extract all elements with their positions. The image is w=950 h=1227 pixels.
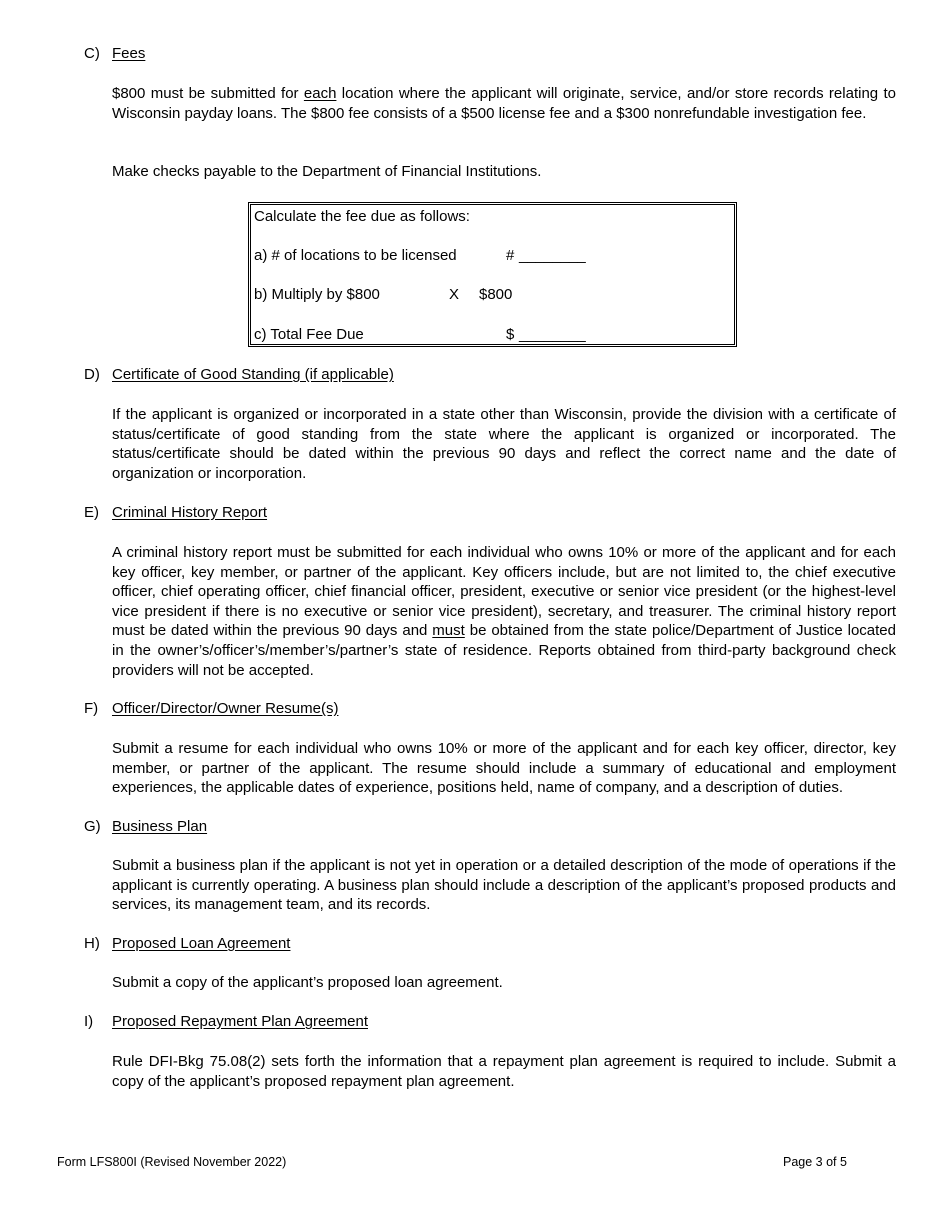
fee-row-b-symbol: X bbox=[449, 286, 460, 303]
fee-row-a-label: a) # of locations to be licensed bbox=[254, 247, 457, 264]
section-c-text-pre: $800 must be submitted for bbox=[112, 85, 304, 102]
section-h-letter: H) bbox=[84, 935, 100, 952]
section-e-text-post: be obtained from the state police/Department of Justice located in the owner’s/officer’s/member’s/partner’s state of residence. Reports obtained from third-party background check providers will not be accepted. bbox=[112, 622, 896, 679]
fee-row-c-symbol: $ bbox=[506, 326, 515, 343]
section-c-paragraph-2: Make checks payable to the Department of Financial Institutions. bbox=[112, 163, 542, 180]
section-e-letter: E) bbox=[84, 504, 99, 521]
section-g-paragraph: Submit a business plan if the applicant is not yet in operation or a detailed description of the mode of operations if the applicant is currently operating. A business plan should include a description of the applicant’s proposed products and services, its management team, and its records. bbox=[112, 857, 896, 914]
fee-row-a-blank[interactable]: ________ bbox=[519, 247, 586, 264]
section-i-title: Proposed Repayment Plan Agreement bbox=[112, 1013, 368, 1030]
section-i-heading bbox=[84, 1012, 368, 1032]
section-f-letter: F) bbox=[84, 700, 99, 717]
fee-calculation-box bbox=[248, 202, 737, 347]
section-d-heading bbox=[84, 365, 394, 385]
section-i-letter: I) bbox=[84, 1013, 94, 1030]
section-e-heading bbox=[84, 503, 267, 523]
section-h-heading bbox=[84, 934, 290, 954]
section-d-letter: D) bbox=[84, 366, 100, 383]
section-c-heading bbox=[84, 44, 145, 64]
section-g-heading bbox=[84, 817, 207, 837]
fee-row-b-value: $800 bbox=[479, 286, 513, 303]
fee-row-b-label: b) Multiply by $800 bbox=[254, 286, 380, 303]
section-f-heading bbox=[84, 699, 338, 719]
fee-row-a-symbol: # bbox=[506, 247, 515, 264]
section-e-text-pre: A criminal history report must be submitted for each individual who owns 10% or more of the applicant and for each key officer, key member, or partner of the applicant. Key officers include, but are not limited to, the chief executive officer, chief operating officer, chief financial officer, president, executive or senior vice president (or the highest-level vice president if there is no executive or senior vice president), secretary, and treasurer. The criminal history report must be dated within the previous 90 days and bbox=[112, 544, 896, 640]
section-c-paragraph-1 bbox=[112, 84, 896, 123]
fee-row-c-blank[interactable]: ________ bbox=[519, 326, 586, 343]
section-c-emphasis: each bbox=[303, 85, 337, 102]
section-d-title: Certificate of Good Standing (if applicable) bbox=[112, 366, 394, 383]
section-h-title: Proposed Loan Agreement bbox=[112, 935, 291, 952]
fee-box-header: Calculate the fee due as follows: bbox=[254, 208, 470, 225]
section-c-title: Fees bbox=[112, 45, 146, 62]
section-h-paragraph: Submit a copy of the applicant’s proposed loan agreement. bbox=[112, 974, 503, 991]
section-e-title: Criminal History Report bbox=[112, 504, 268, 521]
footer-form-id: Form LFS800I (Revised November 2022) bbox=[57, 1155, 287, 1169]
section-c-letter: C) bbox=[84, 45, 100, 62]
section-e-paragraph bbox=[112, 543, 896, 680]
section-f-title: Officer/Director/Owner Resume(s) bbox=[112, 700, 339, 717]
section-g-letter: G) bbox=[84, 818, 101, 835]
section-f-paragraph: Submit a resume for each individual who owns 10% or more of the applicant and for each key officer, director, key member, or partner of the applicant. The resume should include a summary of educational and employment experiences, the applicable dates of experience, positions held, name of company, and a description of duties. bbox=[112, 740, 896, 797]
fee-row-c-label: c) Total Fee Due bbox=[254, 326, 364, 343]
footer-page-number: Page 3 of 5 bbox=[783, 1155, 847, 1169]
section-d-paragraph: If the applicant is organized or incorporated in a state other than Wisconsin, provide the division with a certificate of status/certificate of good standing from the state where the applicant is organized or incorporated. The status/certificate should be dated within the previous 90 days and reflect the correct name and the date of organization or incorporation. bbox=[112, 406, 896, 482]
section-c-text-post: location where the applicant will originate, service, and/or store records relating to Wisconsin payday loans. The $800 fee consists of a $500 license fee and a $300 nonrefundable investigation fee. bbox=[112, 85, 896, 122]
section-i-paragraph: Rule DFI-Bkg 75.08(2) sets forth the information that a repayment plan agreement is required to include. Submit a copy of the applicant’s proposed repayment plan agreement. bbox=[112, 1053, 896, 1090]
section-g-title: Business Plan bbox=[112, 818, 208, 835]
section-e-emphasis: must bbox=[432, 622, 465, 640]
